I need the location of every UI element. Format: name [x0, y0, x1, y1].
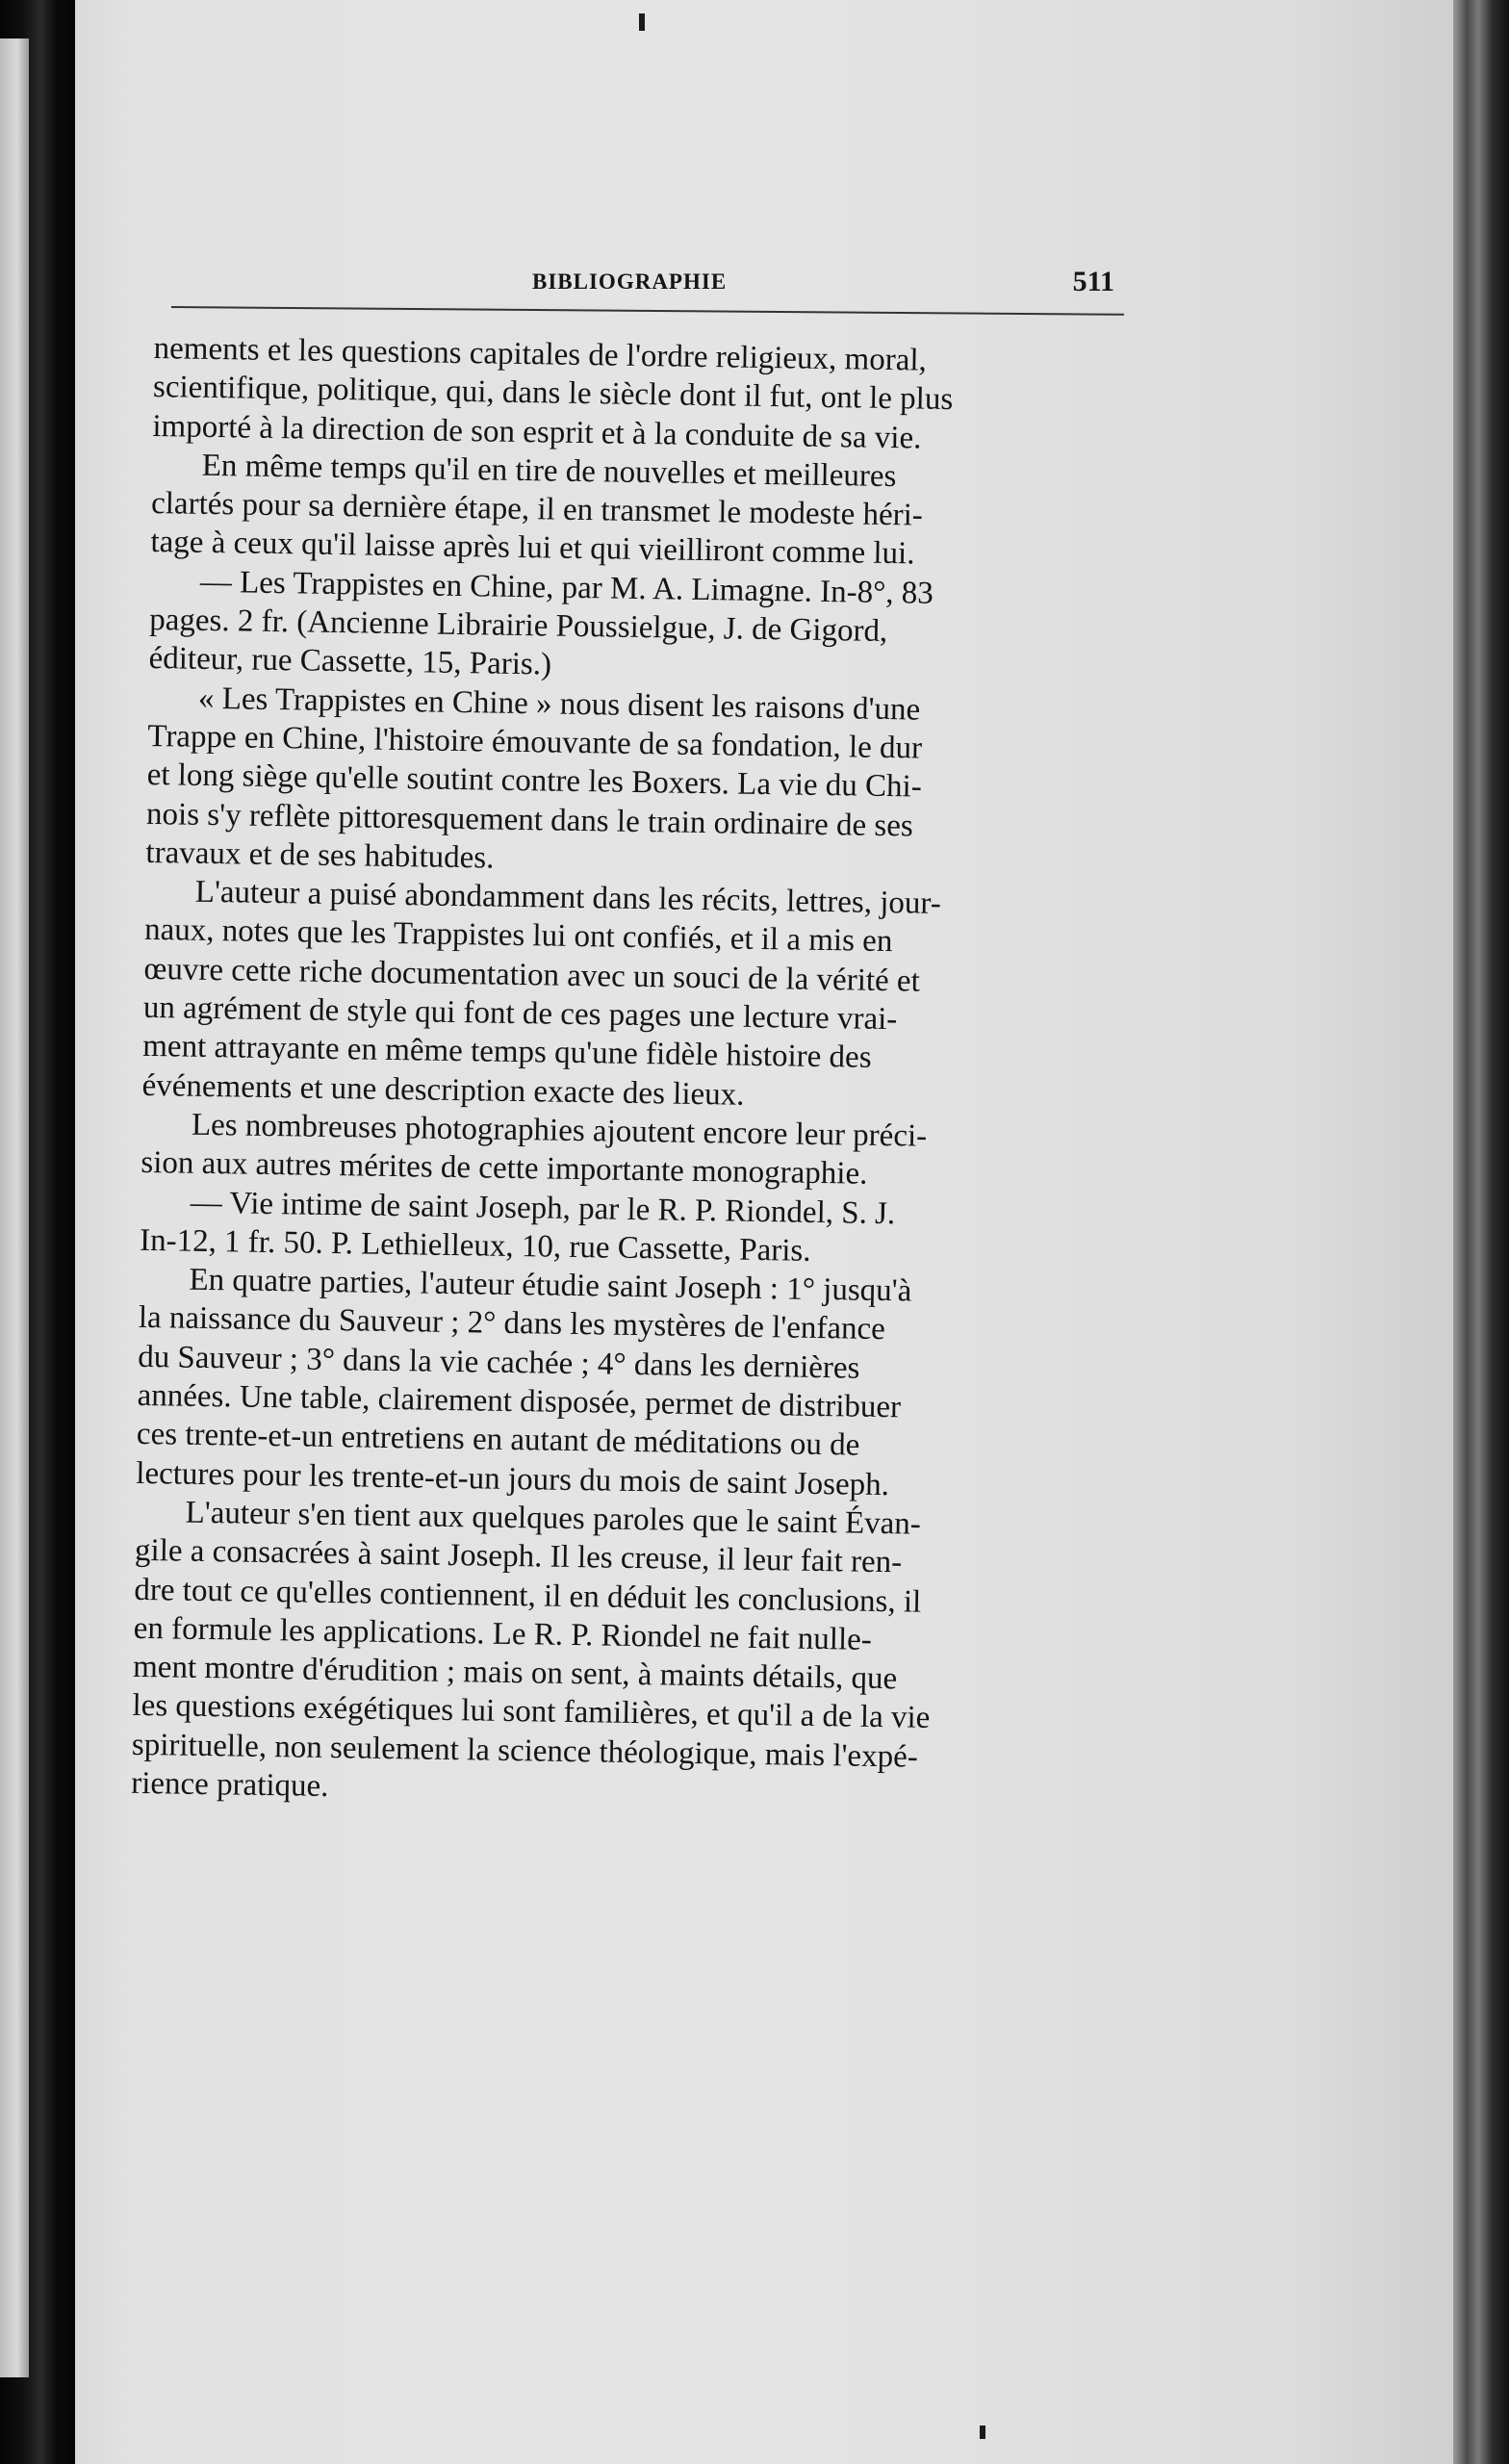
- text-line: en formule les applications. Le R. P. Riondel ne fait nulle-: [133, 1610, 873, 1657]
- text-line: « Les Trappistes en Chine » nous disent les raisons d'une: [197, 680, 921, 728]
- text-line: L'auteur s'en tient aux quelques paroles que le saint Évan-: [185, 1495, 922, 1542]
- text-line: Les nombreuses photographies ajoutent encore leur préci-: [191, 1107, 928, 1154]
- text-line: L'auteur a puisé abondamment dans les récits, lettres, jour-: [194, 874, 942, 922]
- running-head: BIBLIOGRAPHIE: [532, 270, 728, 294]
- text-line: gile a consacrées à saint Joseph. Il les creuse, il leur fait ren-: [134, 1533, 903, 1580]
- text-line: spirituelle, non seulement la science théologique, mais l'expé-: [131, 1727, 919, 1775]
- text-line: et long siège qu'elle soutint contre les Boxers. La vie du Chi-: [146, 757, 923, 805]
- facing-page-edge: [0, 38, 29, 2377]
- text-line: naux, notes que les Trappistes lui ont confiés, et il a mis en: [143, 912, 893, 960]
- scan-speck: [980, 2426, 985, 2439]
- text-line: tage à ceux qu'il laisse après lui et qui vieilliront comme lui.: [150, 525, 915, 572]
- text-line: travaux et de ses habitudes.: [145, 834, 495, 876]
- text-line: ment attrayante en même temps qu'une fidèle histoire des: [142, 1029, 872, 1076]
- text-line: dre tout ce qu'elles contiennent, il en déduit les conclusions, il: [134, 1572, 922, 1620]
- text-line: lectures pour les trente-et-un jours du mois de saint Joseph.: [136, 1455, 890, 1502]
- text-line: années. Une table, clairement disposée, permet de distribuer: [137, 1377, 902, 1425]
- text-line: ment montre d'érudition ; mais on sent, à maints détails, que: [132, 1649, 898, 1697]
- text-line: — Vie intime de saint Joseph, par le R. P. Riondel, S. J.: [190, 1185, 896, 1231]
- text-line: — Les Trappistes en Chine, par M. A. Limagne. In-8°, 83: [199, 564, 934, 611]
- text-line: événements et une description exacte des lieux.: [141, 1067, 745, 1113]
- text-line: éditeur, rue Cassette, 15, Paris.): [148, 641, 552, 682]
- text-line: pages. 2 fr. (Ancienne Librairie Poussielgue, J. de Gigord,: [148, 603, 888, 650]
- text-line: En quatre parties, l'auteur étudie saint Joseph : 1° jusqu'à: [189, 1262, 912, 1309]
- text-line: les questions exégétiques lui sont familières, et qu'il a de la vie: [132, 1688, 931, 1736]
- text-line: In-12, 1 fr. 50. P. Lethielleux, 10, rue Cassette, Paris.: [139, 1222, 811, 1269]
- text-line: En même temps qu'il en tire de nouvelles et meilleures: [201, 448, 897, 495]
- text-line: sion aux autres mérites de cette importante monographie.: [141, 1145, 868, 1192]
- text-line: ces trente-et-un entretiens en autant de méditations ou de: [136, 1417, 860, 1463]
- text-line: rience pratique.: [130, 1765, 329, 1805]
- scan-speck: [639, 13, 645, 31]
- text-line: scientifique, politique, qui, dans le siècle dont il fut, ont le plus: [152, 370, 954, 418]
- text-line: clartés pour sa dernière étape, il en transmet le modeste héri-: [150, 486, 924, 533]
- page-stack-edge: [1453, 0, 1509, 2464]
- text-line: Trappe en Chine, l'histoire émouvante de sa fondation, le dur: [147, 718, 923, 766]
- body-text: [131, 329, 1116, 1818]
- text-line: nois s'y reflète pittoresquement dans le train ordinaire de ses: [145, 796, 914, 844]
- text-line: importé à la direction de son esprit et à la conduite de sa vie.: [152, 408, 922, 456]
- page-header: [171, 266, 1134, 312]
- text-line: la naissance du Sauveur ; 2° dans les mystères de l'enfance: [138, 1300, 886, 1348]
- text-line: un agrément de style qui font de ces pages une lecture vrai-: [142, 989, 898, 1038]
- page-number: 511: [1072, 266, 1114, 297]
- text-line: du Sauveur ; 3° dans la vie cachée ; 4° dans les dernières: [137, 1339, 860, 1386]
- text-line: nements et les questions capitales de l'ordre religieux, moral,: [153, 330, 928, 378]
- text-line: œuvre cette riche documentation avec un souci de la vérité et: [143, 951, 921, 999]
